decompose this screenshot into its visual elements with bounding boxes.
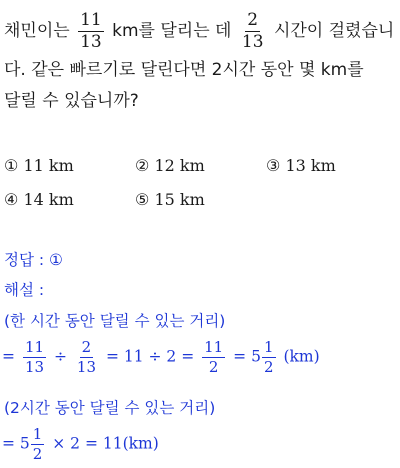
eq-whole: = 5 [2, 434, 30, 453]
question-text-c: 시간이 걸렸습니 [273, 21, 395, 41]
unit-km: (km) [283, 347, 320, 366]
eq-sign: = [2, 347, 15, 366]
option-4[interactable] [4, 190, 74, 210]
fraction-11-13: $\frac{11}{13}$ [24, 338, 45, 376]
question-text-b: km를 달리는 데 [112, 21, 232, 41]
question-line-3: 달릴 수 있습니까? [4, 91, 139, 111]
option-mark: ⑤ [135, 190, 150, 209]
answer-line [4, 250, 63, 270]
option-mark: ④ [4, 190, 19, 209]
fraction-2-13: $\frac{2}{13}$ [76, 338, 96, 376]
eq-middle: = 11 ÷ 2 = [105, 347, 195, 366]
option-5[interactable] [135, 190, 205, 210]
equation-2 [2, 427, 159, 462]
question-line-2: 다. 같은 빠르기로 달린다면 2시간 동안 몇 km를 [4, 60, 364, 80]
explanation-note-1: (한 시간 동안 달릴 수 있는 거리) [4, 312, 226, 330]
option-mark: ② [135, 156, 150, 175]
option-mark: ③ [266, 156, 281, 175]
question-line-1 [4, 12, 394, 51]
option-3[interactable] [266, 156, 336, 176]
fraction-1-2: $\frac{1}{2}$ [263, 338, 274, 376]
option-text: 12 km [154, 156, 205, 175]
option-text: 15 km [154, 190, 205, 209]
div-sign: ÷ [53, 347, 67, 366]
fraction-11-2: $\frac{11}{2}$ [204, 338, 224, 376]
fraction-distance: $\frac{11}{13}$ [80, 10, 102, 52]
option-1[interactable] [4, 156, 74, 176]
question-text-a: 채민이는 [4, 21, 70, 41]
option-mark: ① [4, 156, 19, 175]
option-text: 13 km [285, 156, 336, 175]
option-text: 11 km [23, 156, 74, 175]
equation-1 [2, 340, 320, 375]
option-2[interactable] [135, 156, 205, 176]
option-text: 14 km [23, 190, 74, 209]
answer-label: 정답 : [4, 251, 45, 269]
fraction-1-2: $\frac{1}{2}$ [32, 425, 43, 463]
eq-rest: × 2 = 11(km) [52, 434, 159, 453]
fraction-time: $\frac{2}{13}$ [241, 10, 264, 52]
answer-value: ① [49, 251, 63, 269]
eq-whole: = 5 [233, 347, 261, 366]
explanation-label: 해설 : [4, 281, 45, 299]
explanation-note-2: (2시간 동안 달릴 수 있는 거리) [4, 399, 216, 417]
